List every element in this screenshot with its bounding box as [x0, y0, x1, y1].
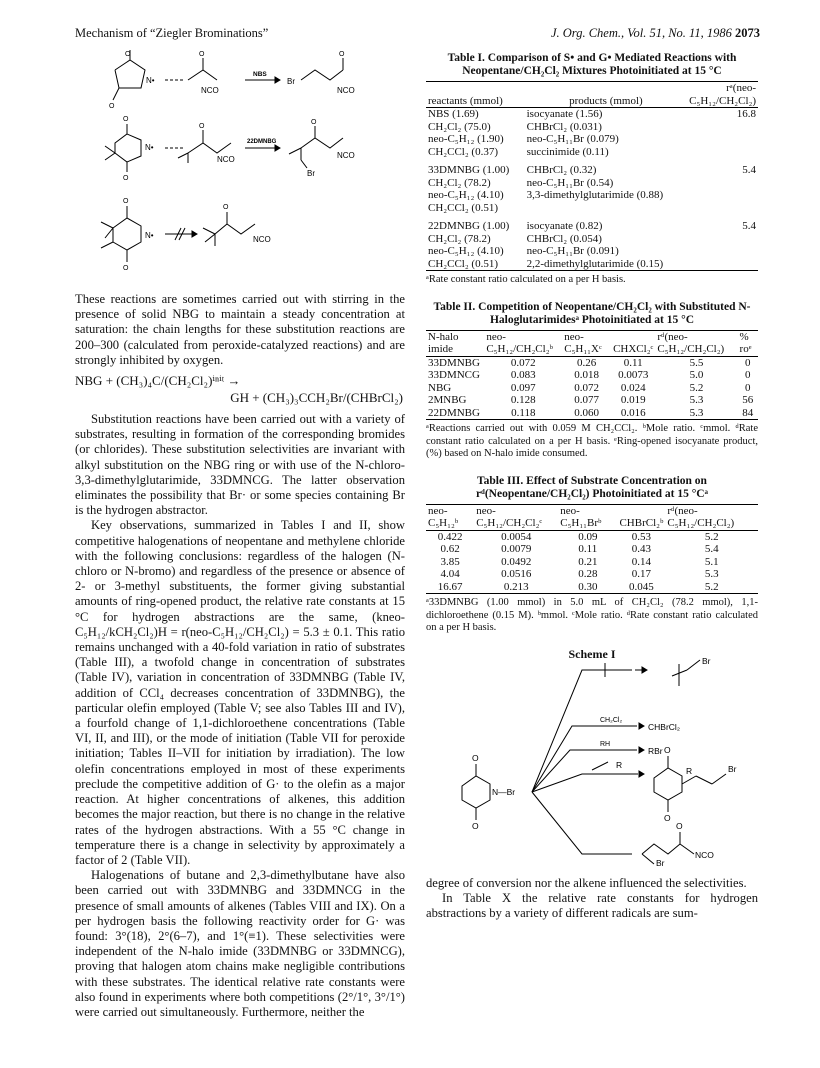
- table-row: 2MNBG 0.128 0.077 0.019 5.3 56: [428, 394, 754, 406]
- arrow-ch2cl2: [532, 726, 637, 792]
- ring-opened-isocyanate: [642, 821, 714, 868]
- svg-text:RBr: RBr: [648, 745, 663, 756]
- svg-text:O: O: [664, 812, 671, 823]
- reaction-schemes-figure: [75, 48, 405, 288]
- svg-text:NCO: NCO: [337, 86, 355, 95]
- bromo-isocyanate-2: [301, 138, 343, 148]
- column-header: N-halo imide: [426, 330, 484, 356]
- right-column: [426, 52, 758, 921]
- svg-text:N•: N•: [145, 143, 154, 152]
- column-header: neo-C₅H₁₁Xᶜ: [562, 330, 611, 356]
- svg-text:Br: Br: [656, 857, 665, 868]
- equation-line-1: NBG + (CH₃)₄C/(CH₂Cl₂)ⁱⁿⁱᵗ →: [75, 373, 241, 389]
- table-row: 3.85 0.0492 0.21 0.14 5.1: [440, 555, 719, 568]
- svg-text:NBS: NBS: [253, 71, 267, 78]
- svg-text:RH: RH: [600, 740, 611, 748]
- left-column: [75, 292, 405, 1020]
- table-1-title: Table I. Comparison of S• and G• Mediated Reactions with Neopentane/CH₂Cl₂ Mixtures Photoinitiated at 15 °C: [447, 52, 737, 77]
- svg-text:O: O: [472, 820, 479, 831]
- isocyanate-chain-1: [188, 70, 217, 80]
- journal-volume: Vol. 51, No. 11, 1986: [627, 26, 732, 40]
- svg-text:NCO: NCO: [695, 849, 714, 860]
- svg-text:N•: N•: [145, 231, 154, 240]
- paragraph: In Table X the relative rate constants for hydrogen abstractions by a variety of different radicals are sum-: [426, 890, 758, 921]
- table-row: 33DMNBG 0.072 0.26 0.11 5.5 0: [428, 356, 751, 369]
- table-row: 22DMNBG 0.118 0.060 0.016 5.3 84: [426, 407, 758, 420]
- column-header: neo-C₅H₁₂/CH₂Cl₂ᶜ: [474, 504, 558, 530]
- column-header: rᵈ(neo-C₅H₁₂/CH₂Cl₂): [665, 504, 758, 530]
- column-header: neo-C₅H₁₁Brᵇ: [558, 504, 617, 530]
- tetramethylglutarimidyl-radical: [101, 198, 154, 272]
- isocyanate-chain-3: [215, 224, 255, 234]
- svg-text:O: O: [123, 116, 129, 123]
- bromo-isocyanate-1: [301, 70, 343, 80]
- svg-text:O: O: [109, 103, 115, 110]
- table-row: 0.422 0.0054 0.09 0.53 5.2: [437, 530, 719, 543]
- equation-line-2: GH + (CH₃)₃CCH₂Br/(CHBrCl₂): [230, 390, 403, 406]
- svg-text:O: O: [311, 119, 317, 126]
- adduct-product: [654, 745, 737, 823]
- table-3-title: Table III. Effect of Substrate Concentration on rᵈ(Neopentane/CH₂Cl₂) Photoinitiated at 15 °Cᵃ: [476, 474, 708, 500]
- succinimidyl-radical: [109, 50, 155, 110]
- table-row: NBS (1.69) CH₂Cl₂ (75.0) neo-C₅H₁₂ (1.90) CH₂CCl₂ (0.37) isocyanate (1.56) CHBrCl₂ (0.031) neo-C₅H₁₁Br (0.079) succinimide (0.11) 16.8: [428, 108, 756, 158]
- svg-text:O: O: [199, 123, 205, 130]
- dimethylglutarimidyl-radical: [105, 116, 154, 182]
- equation: [75, 372, 405, 406]
- scheme-1-diagram: [432, 655, 752, 868]
- scheme-1-title: Scheme I: [568, 646, 616, 661]
- svg-text:O: O: [664, 744, 671, 755]
- svg-text:Br: Br: [702, 655, 711, 666]
- arrow-ring-open: [532, 792, 632, 854]
- column-header: CHBrCl₂ᵇ: [617, 504, 665, 530]
- svg-text:O: O: [199, 51, 205, 58]
- svg-text:CH₂Cl₂: CH₂Cl₂: [600, 716, 623, 724]
- article-title-header: Mechanism of “Ziegler Brominations”: [75, 26, 269, 40]
- svg-text:O: O: [123, 265, 129, 272]
- svg-text:NCO: NCO: [253, 235, 271, 244]
- table-3-footnote: ᵃ33DMNBG (1.00 mmol) in 5.0 mL of CH₂Cl₂ (78.2 mmol), 1,1-dichloroethene (0.15 M). ᵇmmol. ᶜMole ratio. ᵈRate constant ratio calculated on a per H basis.: [426, 597, 758, 633]
- table-row: 16.67 0.213 0.30 0.045 5.2: [426, 581, 758, 594]
- svg-text:O: O: [223, 204, 229, 211]
- table-2-footnote: ᵃReactions carried out with 0.059 M CH₂CCl₂. ᵇMole ratio. ᶜmmol. ᵈRate constant ratio calculated on a per H basis. ᵉRing-opened isocyanate product, (%) based on N-halo imide consumed.: [426, 423, 758, 459]
- table-3: [426, 504, 758, 595]
- svg-text:N—Br: N—Br: [492, 786, 516, 797]
- paragraph: Halogenations of butane and 2,3-dimethylbutane have also been carried out with 33DMNBG and 33DMNCG in the presence of small amounts of alkenes (Tables VIII and IX). On a per hydrogen basis the following reactivity order for G· was found: 3°(18), 2°(6–7), and 1°(≡1). These selectivities were independent of the N-halo imide (33DMNBG or 33DMNCG), proving that halogen atom chains make negligible contributions with these substrates. The identical relative rate constants were also found in experiments where both competitions (2°/1°, 3°/1°) were carried out simultaneously. Furthermore, neither the: [75, 868, 405, 1019]
- column-header: rᵃ(neo-C₅H₁₂/CH₂Cl₂): [689, 82, 757, 107]
- column-header: products (mmol): [525, 82, 688, 108]
- table-row: 33DMNBG (1.00) CH₂Cl₂ (78.2) neo-C₅H₁₂ (4.10) CH₂CCl₂ (0.51) CHBrCl₂ (0.32) neo-C₅H₁₁Br (0.54) 3,3-dimethylglutarimide (0.88) 5.4: [428, 164, 756, 214]
- paragraph: Substitution reactions have been carried out with a variety of substrates, resulting in formation of the corresponding bromides (or chlorides). These substitution selectivities are invariant with alkyl substitution on the NBG ring or with use of the N-chloro-3,3-dimethylglutarimide, 33DMNCG. The latter observation eliminates the possibility that Br· or some species containing Br is the hydrogen abstractor.: [75, 412, 405, 518]
- n-bromoglutarimide: [462, 753, 515, 831]
- page-number: 2073: [735, 26, 760, 40]
- column-header: % roᵉ: [738, 330, 758, 356]
- journal-citation: [551, 26, 760, 41]
- column-header: rᵈ(neo-C₅H₁₂/CH₂Cl₂): [655, 330, 737, 356]
- svg-text:CHBrCl₂: CHBrCl₂: [648, 721, 681, 732]
- column-header: neo-C₅H₁₂ᵇ: [426, 504, 474, 530]
- svg-text:O: O: [472, 752, 479, 763]
- svg-text:Br: Br: [287, 77, 295, 86]
- isocyanate-chain-2: [188, 143, 231, 153]
- svg-text:NCO: NCO: [201, 86, 219, 95]
- table-2-title: Table II. Competition of Neopentane/CH₂Cl₂ with Substituted N-Haloglutarimidesᵃ Photoinitiated at 15 °C: [433, 300, 751, 326]
- table-row: 33DMNCG 0.083 0.018 0.0073 5.0 0: [428, 369, 751, 381]
- svg-text:O: O: [123, 198, 129, 205]
- svg-text:22DMNBG: 22DMNBG: [247, 139, 277, 145]
- arrow-rh: [532, 750, 637, 792]
- table-row: 0.62 0.0079 0.11 0.43 5.4: [440, 543, 719, 555]
- journal-name: J. Org. Chem.,: [550, 26, 625, 40]
- table-row: 4.04 0.0516 0.28 0.17 5.3: [440, 568, 719, 580]
- table-row: 22DMNBG (1.00) CH₂Cl₂ (78.2) neo-C₅H₁₂ (4.10) CH₂CCl₂ (0.51) isocyanate (0.82) CHBrCl₂ (0.054) neo-C₅H₁₁Br (0.091) 2,2-dimethylglutarimide (0.15) 5.4: [428, 220, 756, 270]
- svg-text:O: O: [676, 820, 683, 831]
- column-header: reactants (mmol): [426, 82, 525, 108]
- ndot-label: N•: [146, 76, 155, 85]
- svg-text:NCO: NCO: [337, 151, 355, 160]
- column-header: CHXCl₂ᶜ: [611, 330, 655, 356]
- paragraph: Key observations, summarized in Tables I and II, show competitive halogenations of neopentane and methylene chloride with the following conclusions: regardless of the halogen (N-chloro or N-bromo) and regardless of the presence or absence of 2- or 3-methyl substituents, the former giving substantial amounts of ring-opened product, the relative rate constants at 15 °C for hydrogen abstractions are the same, (kneo-C₅H₁₂/kCH₂Cl₂)H = r(neo-C₅H₁₂/CH₂Cl₂) = 5.3 ± 0.1. This ratio remains unchanged with a 40-fold variation in ratio of substrates (Table III), a twofold change in concentration of substrates (Table IV), variation in concentration of 33DMNBG (Table IV, addition of CCl₄ decreases concentration of 33DMNBG), the particular olefin employed (Table V; see also Tables III and IV), a fourfold change of 1,1-dichloroethene concentrations (Table VI, II, and III), or the mode of initiation (Table VII for peroxide initiation; Tables II–VII for initiation by irradiation). The low olefin concentrations employed in most of these experiments preclude the competitive addition of G· to the olefin as a major reaction. At higher concentrations of alkenes, this addition becomes the major reaction, but there is no change in the relative rates of the hydrogen abstractions. With a 55 °C change in temperature there is a change in selectivity by approximately a factor of 2 (Table VII).: [75, 518, 405, 867]
- paragraph: These reactions are sometimes carried out with stirring in the presence of solid NBG to maintain a steady concentration at saturation: the chain lengths for these substitution reactions are 200–300 (calculated from peroxide-catalyzed reactions) and are strongly inhibited by oxygen.: [75, 292, 405, 367]
- o-label: O: [125, 51, 131, 58]
- svg-text:Br: Br: [728, 763, 737, 774]
- table-1-footnote: ᵃRate constant ratio calculated on a per H basis.: [426, 274, 626, 285]
- column-header: neo-C₅H₁₂/CH₂Cl₂ᵇ: [484, 330, 562, 356]
- table-2: [426, 330, 758, 421]
- svg-text:NCO: NCO: [217, 155, 235, 164]
- svg-text:R: R: [686, 765, 693, 776]
- table-row: NBG 0.097 0.072 0.024 5.2 0: [428, 381, 751, 394]
- table-1: [426, 81, 758, 271]
- svg-text:R: R: [616, 759, 623, 770]
- svg-text:O: O: [339, 51, 345, 58]
- svg-text:Br: Br: [307, 169, 315, 178]
- svg-text:O: O: [123, 175, 129, 182]
- paragraph: degree of conversion nor the alkene influenced the selectivities.: [426, 875, 747, 890]
- running-head: [75, 26, 760, 42]
